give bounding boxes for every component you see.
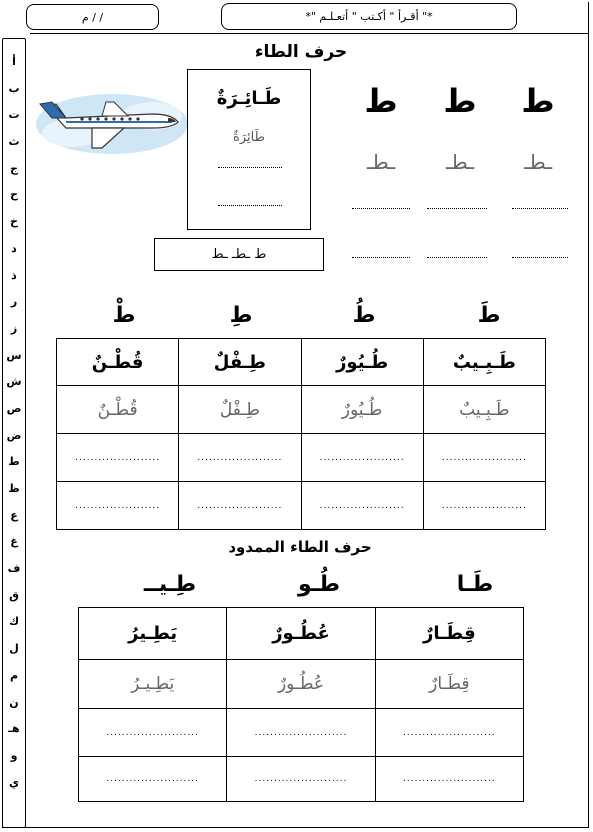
alphabet-letter: ث (8, 135, 20, 149)
table-cell-dots: ...................... (301, 482, 423, 530)
dotted-line (427, 257, 487, 258)
alphabet-letter: ق (9, 588, 19, 602)
alphabet-letter: ش (6, 375, 22, 389)
alphabet-letter: ب (8, 81, 20, 95)
table-cell-dots: ........................ (79, 709, 227, 757)
table-cell-word: قِطَـارٌ (375, 608, 523, 660)
alphabet-letter: ر (10, 295, 18, 309)
table-cell-trace: عُطُـورٌ (227, 660, 375, 709)
word-taira-bold: طَـائِـرَةٌ (216, 88, 282, 109)
big-letter: ط (443, 82, 477, 120)
alphabet-letter: ن (9, 695, 19, 709)
alphabet-letter: ط (8, 455, 20, 469)
alphabet-letter: ض (6, 428, 22, 442)
section-title-ta-mamdud: حرف الطاء الممدود (228, 538, 372, 556)
alphabet-letter: أ (12, 55, 16, 68)
table-cell-dots: ...................... (423, 434, 545, 482)
alphabet-letter: خ (10, 215, 18, 229)
table-cell-dots: ...................... (301, 434, 423, 482)
dotted-line (352, 208, 410, 209)
table-cell-word: طِـفْلٌ (179, 339, 301, 386)
alphabet-letter: ع (10, 508, 18, 522)
vowel-fatha: طَ (477, 303, 501, 328)
dotted-line (218, 167, 282, 168)
table-cell-trace: قُطْـنٌ (57, 386, 179, 434)
table-cell-trace: طَـبِـيبٌ (423, 386, 545, 434)
alphabet-letter: س (6, 348, 22, 362)
alphabet-letter: م (9, 668, 19, 682)
table-cell-dots: ...................... (423, 482, 545, 530)
airplane-image (32, 88, 188, 158)
trace-letter: ـطـ (445, 150, 475, 174)
trace-letter: ـطـ (523, 150, 553, 174)
table-cell-trace: طِـفْلٌ (179, 386, 301, 434)
table-cell-dots: ........................ (375, 757, 523, 802)
header-divider (30, 33, 588, 34)
table-cell-dots: ...................... (179, 482, 301, 530)
word-taira-trace: طَائِرَةٌ (233, 130, 265, 145)
words-table-1 (56, 338, 546, 530)
letter-forms-box: ط ـطـ ـط (154, 238, 324, 271)
table-cell-dots: ...................... (57, 434, 179, 482)
dotted-line (512, 208, 568, 209)
big-letter: ط (364, 82, 398, 120)
table-cell-word: يَطِـيرُ (79, 608, 227, 660)
word-box (187, 69, 311, 230)
section-title-ta: حرف الطاء (254, 42, 348, 62)
alphabet-letter: ز (10, 321, 18, 335)
vowel-ya: طِـيــ (143, 572, 197, 597)
vowel-sukun: طْ (112, 303, 136, 328)
table-cell-dots: ...................... (179, 434, 301, 482)
alphabet-letter: ت (8, 108, 20, 122)
vowel-waw: طُـو (297, 572, 341, 597)
table-cell-dots: ........................ (227, 757, 375, 802)
table-cell-dots: ........................ (79, 757, 227, 802)
table-cell-word: عُطُـورٌ (227, 608, 375, 660)
dotted-line (427, 208, 487, 209)
table-cell-trace: طُـيُورٌ (301, 386, 423, 434)
alphabet-letter: ل (9, 642, 19, 656)
motto-box: *" أقـرأ " أكـتب " أتعـلـم "* (221, 3, 517, 30)
alphabet-letter: ف (7, 562, 21, 576)
dotted-line (352, 257, 410, 258)
alphabet-letter: ص (6, 401, 22, 415)
table-cell-word: طَـبِـيبٌ (423, 339, 545, 386)
alphabet-letter: ج (10, 161, 18, 175)
alphabet-column (2, 38, 26, 828)
table-cell-dots: ........................ (375, 709, 523, 757)
words-table-2 (78, 607, 524, 802)
alphabet-letter: د (11, 241, 17, 255)
alphabet-letter: ي (8, 775, 20, 789)
big-letter: ط (521, 82, 555, 120)
alphabet-letter: ح (10, 188, 18, 202)
table-cell-word: طُـيُورٌ (301, 339, 423, 386)
table-cell-dots: ........................ (227, 709, 375, 757)
table-cell-dots: ...................... (57, 482, 179, 530)
table-cell-trace: قِطَـارٌ (375, 660, 523, 709)
dotted-line (218, 205, 282, 206)
alphabet-letter: ظ (8, 482, 20, 495)
alphabet-letter: هـ (8, 722, 20, 736)
alphabet-letter: و (10, 748, 18, 762)
table-cell-word: قُطْـنٌ (57, 339, 179, 386)
alphabet-letter: غ (10, 535, 18, 549)
trace-letter: ـطـ (366, 150, 396, 174)
vowel-damma: طُ (352, 303, 376, 328)
date-box: م / / (26, 4, 159, 30)
dotted-line (512, 257, 568, 258)
table-cell-trace: يَطِـيـرُ (79, 660, 227, 709)
alphabet-letter: ك (8, 615, 20, 629)
alphabet-letter: ذ (11, 268, 17, 282)
vowel-alif: طَـا (456, 572, 494, 597)
vowel-kasra: طِ (229, 303, 253, 328)
